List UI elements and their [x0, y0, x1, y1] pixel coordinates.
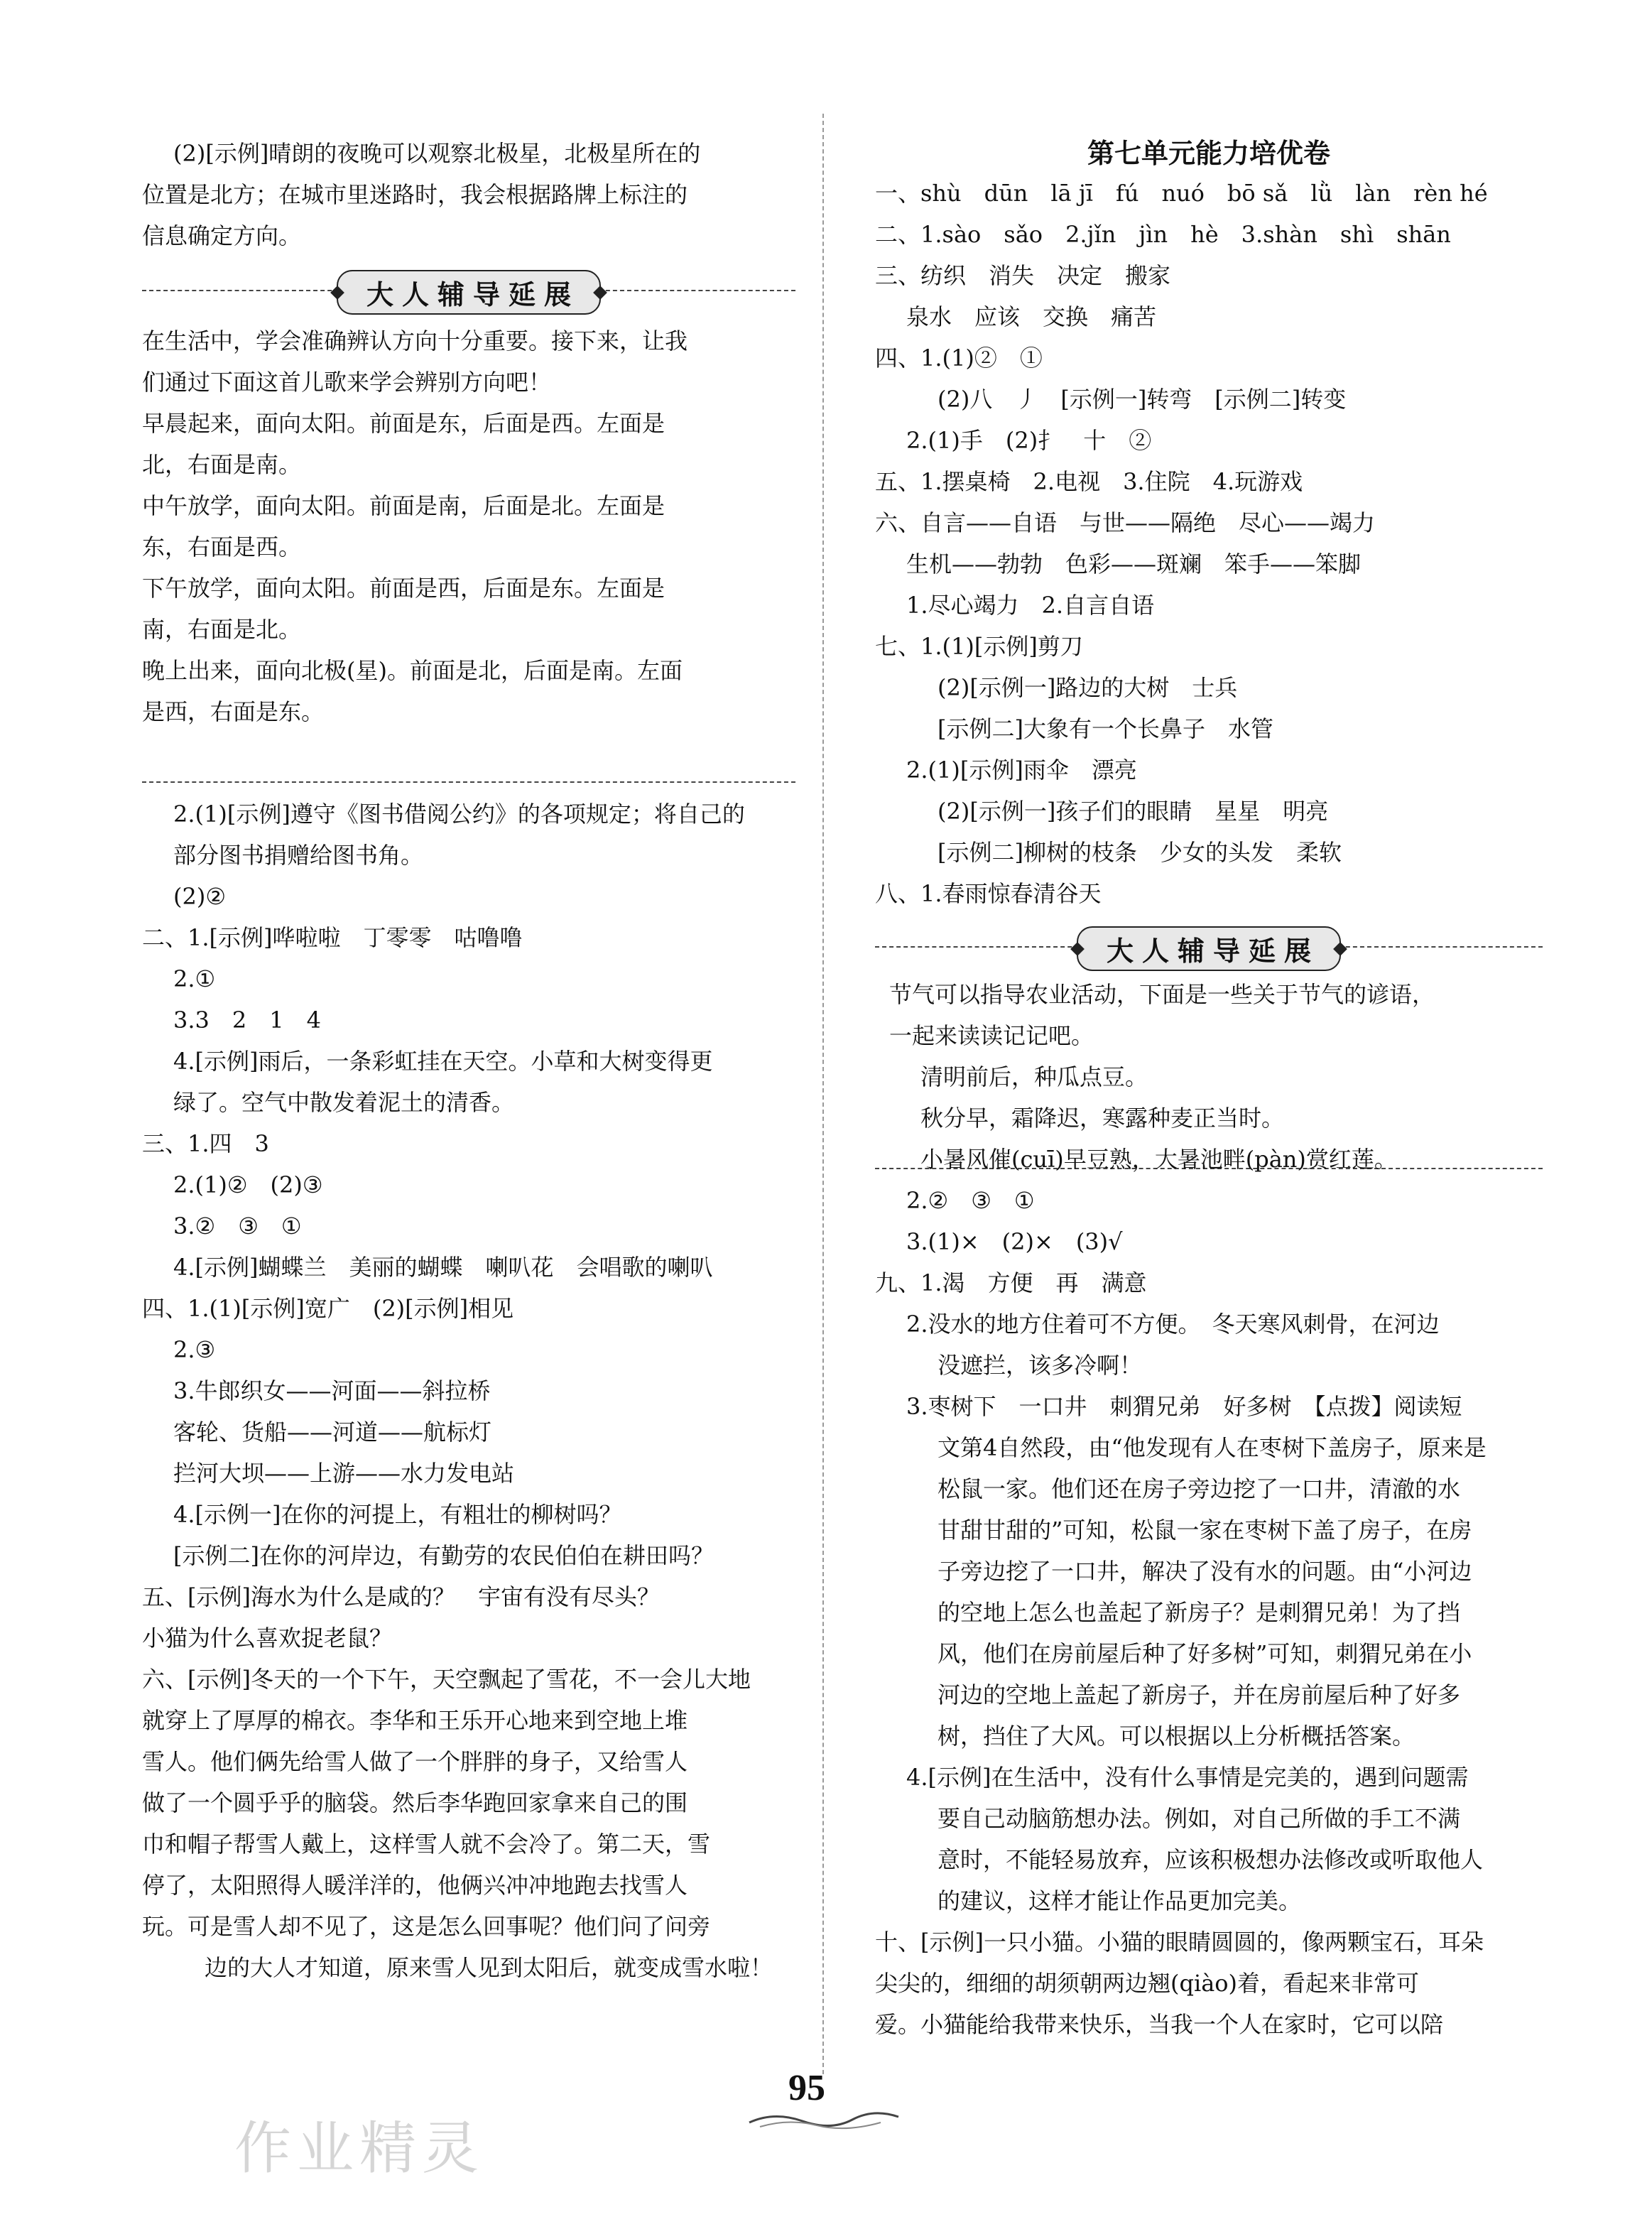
answer-line: 2.没水的地方住着可不方便。 冬天寒风刺骨，在河边 [906, 1311, 1440, 1338]
dashed-rule [142, 781, 795, 783]
answer-line: 爱。小猫能给我带来快乐，当我一个人在家时，它可以陪 [875, 2011, 1444, 2038]
answer-line: 生机——勃勃 色彩——斑斓 笨手——笨脚 [906, 551, 1362, 578]
answer-line: (2)八 丿 [示例一]转弯 [示例二]转变 [938, 386, 1347, 413]
answer-line: [示例二]在你的河岸边，有勤劳的农民伯伯在耕田吗？ [173, 1542, 714, 1569]
extension-line: 晚上出来，面向北极(星)。前面是北，后面是南。左面 [142, 657, 683, 684]
extension-line: 中午放学，面向太阳。前面是南，后面是北。左面是 [142, 492, 665, 519]
extension-line: 一起来读读记记吧。 [889, 1022, 1094, 1049]
watermark: 作业精灵 [234, 2115, 484, 2181]
answer-line: 1.尽心竭力 2.自言自语 [906, 592, 1155, 619]
section-tag: 大人辅导延展 [337, 270, 601, 315]
answer-line: 做了一个圆乎乎的脑袋。然后李华跑回家拿来自己的围 [142, 1789, 688, 1816]
section-title: 第七单元能力培优卷 [1087, 137, 1330, 169]
section-tag: 大人辅导延展 [1077, 926, 1341, 971]
answer-line: 七、1.(1)[示例]剪刀 [875, 633, 1083, 660]
answer-line: 的空地上怎么也盖起了新房子？是刺猬兄弟！为了挡 [938, 1599, 1461, 1626]
answer-line: 四、1.(1)[示例]宽广 (2)[示例]相见 [142, 1295, 514, 1322]
answer-line: 3.② ③ ① [173, 1213, 302, 1240]
answer-line: 部分图书捐赠给图书角。 [173, 842, 424, 869]
answer-line: 停了，太阳照得人暖洋洋的，他俩兴冲冲地跑去找雪人 [142, 1872, 688, 1899]
extension-line: 节气可以指导农业活动，下面是一些关于节气的谚语， [889, 981, 1435, 1008]
answer-line: 2.③ [173, 1336, 216, 1363]
extension-line: 东，右面是西。 [142, 533, 302, 560]
column-divider [822, 114, 824, 2074]
answer-line: 绿了。空气中散发着泥土的清香。 [173, 1089, 515, 1116]
answer-line: 河边的空地上盖起了新房子，并在房前屋后种了好多 [938, 1681, 1461, 1708]
answer-line: (2)[示例一]孩子们的眼睛 星星 明亮 [938, 798, 1329, 825]
extension-line: 秋分早，霜降迟，寒露种麦正当时。 [920, 1105, 1285, 1132]
page-number-ornament [746, 2110, 902, 2131]
extension-line: 北，右面是南。 [142, 451, 302, 478]
answer-line: 拦河大坝——上游——水力发电站 [173, 1460, 515, 1487]
answer-line: 2.(1)[示例]雨伞 漂亮 [906, 757, 1137, 784]
extension-line: 早晨起来，面向太阳。前面是东，后面是西。左面是 [142, 410, 665, 437]
answer-line: 4.[示例]雨后，一条彩虹挂在天空。小草和大树变得更 [173, 1048, 713, 1075]
answer-line: 2.(1)[示例]遵守《图书借阅公约》的各项规定；将自己的 [173, 801, 745, 828]
answer-line: [示例二]柳树的枝条 少女的头发 柔软 [938, 839, 1342, 866]
answer-line: 小猫为什么喜欢捉老鼠？ [142, 1625, 393, 1652]
answer-line: 要自己动脑筋想办法。例如，对自己所做的手工不满 [938, 1805, 1461, 1832]
answer-line: 2.② ③ ① [906, 1187, 1035, 1214]
answer-line: 3.(1)× (2)× (3)√ [906, 1228, 1123, 1255]
answer-line: 十、[示例]一只小猫。小猫的眼睛圆圆的，像两颗宝石，耳朵 [875, 1929, 1484, 1956]
answer-line: 玩。可是雪人却不见了，这是怎么回事呢？他们问了问旁 [142, 1913, 711, 1940]
extension-line: 小暑风催(cuī)早豆熟，大暑池畔(pàn)赏红莲。 [920, 1146, 1397, 1173]
answer-line: 4.[示例一]在你的河提上，有粗壮的柳树吗？ [173, 1501, 622, 1528]
answer-line: 2.① [173, 965, 216, 992]
answer-line: 2.(1)② (2)③ [173, 1171, 323, 1198]
answer-line: 一、shù dūn lā jī fú nuó bō sǎ lǜ làn rèn hé [875, 180, 1488, 207]
answer-line: 泉水 应该 交换 痛苦 [906, 303, 1157, 330]
answer-line: 位置是北方；在城市里迷路时，我会根据路牌上标注的 [142, 181, 688, 208]
answer-line: 六、[示例]冬天的一个下午，天空飘起了雪花，不一会儿大地 [142, 1666, 751, 1693]
answer-line: 3.枣树下 一口井 刺猬兄弟 好多树 【点拨】阅读短 [906, 1393, 1462, 1420]
extension-line: 是西，右面是东。 [142, 698, 325, 725]
answer-line: 的建议，这样才能让作品更加完美。 [938, 1887, 1302, 1914]
answer-line: 文第4自然段，由“他发现有人在枣树下盖房子，原来是 [938, 1434, 1487, 1461]
answer-line: 五、[示例]海水为什么是咸的？ 宇宙有没有尽头？ [142, 1583, 660, 1610]
answer-line: 五、1.摆桌椅 2.电视 3.住院 4.玩游戏 [875, 468, 1303, 495]
answer-line: 4.[示例]蝴蝶兰 美丽的蝴蝶 喇叭花 会唱歌的喇叭 [173, 1254, 713, 1281]
page-number: 95 [788, 2068, 825, 2108]
extension-line: 下午放学，面向太阳。前面是西，后面是东。左面是 [142, 575, 665, 602]
answer-line: 信息确定方向。 [142, 222, 302, 249]
extension-line: 在生活中，学会准确辨认方向十分重要。接下来，让我 [142, 327, 688, 354]
answer-line: 甘甜甘甜的”可知，松鼠一家在枣树下盖了房子，在房 [938, 1517, 1472, 1544]
answer-line: 树，挡住了大风。可以根据以上分析概括答案。 [938, 1723, 1415, 1750]
answer-line: 2.(1)手 (2)扌 十 ② [906, 427, 1152, 454]
answer-line: 八、1.春雨惊春清谷天 [875, 880, 1102, 907]
answer-line: 3.3 2 1 4 [173, 1007, 321, 1034]
answer-line: 三、1.四 3 [142, 1130, 269, 1157]
answer-line: 二、1.[示例]哗啦啦 丁零零 咕噜噜 [142, 924, 523, 951]
answer-line: 三、纺织 消失 决定 搬家 [875, 262, 1171, 289]
answer-line: 雪人。他们俩先给雪人做了一个胖胖的身子，又给雪人 [142, 1748, 688, 1775]
answer-line: 边的大人才知道，原来雪人见到太阳后，就变成雪水啦！ [205, 1954, 773, 1981]
extension-line: 清明前后，种瓜点豆。 [920, 1063, 1148, 1090]
answer-line: 九、1.渴 方便 再 满意 [875, 1269, 1147, 1296]
answer-line: [示例二]大象有一个长鼻子 水管 [938, 715, 1273, 742]
answer-line: 子旁边挖了一口井，解决了没有水的问题。由“小河边 [938, 1558, 1472, 1585]
answer-line: 四、1.(1)② ① [875, 345, 1043, 372]
answer-line: 二、1.sào sǎo 2.jǐn jìn hè 3.shàn shì shān [875, 221, 1451, 248]
answer-line: 六、自言——自语 与世——隔绝 尽心——竭力 [875, 509, 1376, 536]
answer-line: 尖尖的，细细的胡须朝两边翘(qiào)着，看起来非常可 [875, 1970, 1420, 1997]
answer-line: (2)[示例一]路边的大树 士兵 [938, 674, 1238, 701]
answer-line: (2)② [173, 883, 227, 910]
extension-line: 们通过下面这首儿歌来学会辨别方向吧！ [142, 369, 552, 396]
answer-line: 风，他们在房前屋后种了好多树”可知，刺猬兄弟在小 [938, 1640, 1472, 1667]
answer-line: 没遮拦，该多冷啊！ [938, 1352, 1143, 1379]
answer-line: 松鼠一家。他们还在房子旁边挖了一口井，清澈的水 [938, 1475, 1461, 1502]
answer-line: 4.[示例]在生活中，没有什么事情是完美的，遇到问题需 [906, 1764, 1469, 1791]
answer-line: 意时，不能轻易放弃，应该积极想办法修改或听取他人 [938, 1846, 1484, 1873]
answer-line: 客轮、货船——河道——航标灯 [173, 1419, 492, 1446]
answer-line: (2)[示例]晴朗的夜晚可以观察北极星，北极星所在的 [173, 140, 701, 167]
answer-line: 3.牛郎织女——河面——斜拉桥 [173, 1377, 491, 1404]
extension-line: 南，右面是北。 [142, 616, 302, 643]
answer-line: 巾和帽子帮雪人戴上，这样雪人就不会冷了。第二天，雪 [142, 1831, 711, 1858]
answer-line: 就穿上了厚厚的棉衣。李华和王乐开心地来到空地上堆 [142, 1707, 688, 1734]
